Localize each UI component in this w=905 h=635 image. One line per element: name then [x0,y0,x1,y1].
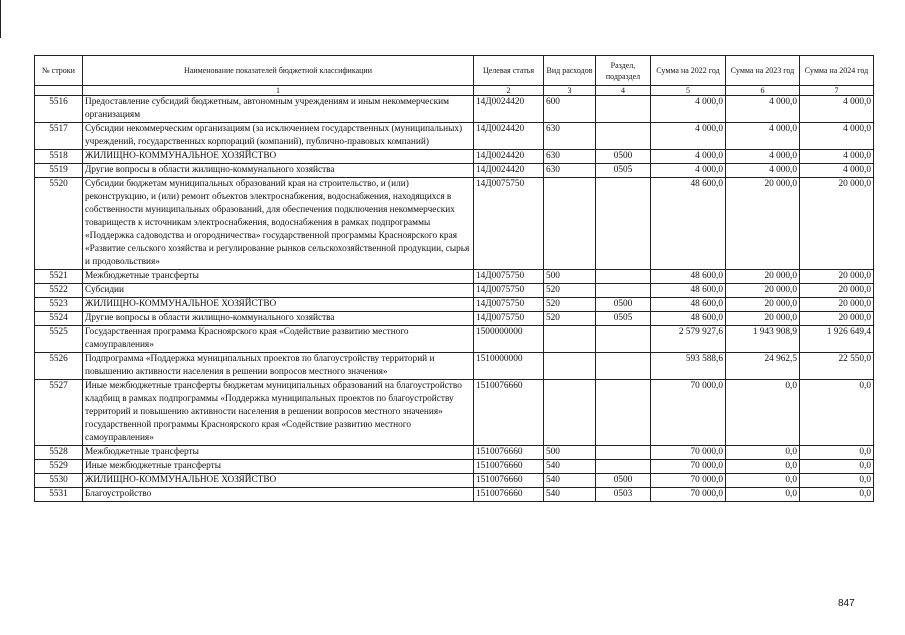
sum-2024-cell: 0,0 [800,446,874,460]
target-article-cell: 1500000000 [474,326,544,353]
sum-2022-cell: 4 000,0 [651,123,726,150]
header-row-number: № строки [35,56,83,86]
expense-type-cell [544,353,596,380]
row-number-cell: 5518 [35,150,83,164]
target-article-cell: 14Д0075750 [474,178,544,270]
target-article-cell: 14Д0024420 [474,123,544,150]
table-row [35,380,874,446]
target-article-cell: 14Д0024420 [474,150,544,164]
sum-2023-cell: 0,0 [726,488,800,502]
row-number-cell: 5516 [35,96,83,123]
sum-2024-cell: 20 000,0 [800,298,874,312]
table-row [35,150,874,164]
indicator-name-cell: Благоустройство [83,488,474,502]
section-code-cell [596,326,651,353]
column-number: 4 [596,86,651,96]
section-code-cell [596,123,651,150]
sum-2024-cell: 0,0 [800,488,874,502]
indicator-name-cell: Межбюджетные трансферты [83,446,474,460]
table-row [35,96,874,123]
sum-2023-cell: 4 000,0 [726,150,800,164]
target-article-cell: 14Д0024420 [474,96,544,123]
indicator-name-cell: Субсидии некоммерческим организациям (за исключением государственных (муниципальных) учреждений, государственных корпораций (компаний), публично-правовых компаний) [83,123,474,150]
section-code-cell: 0500 [596,150,651,164]
sum-2023-cell: 20 000,0 [726,178,800,270]
sum-2022-cell: 48 600,0 [651,298,726,312]
column-number-spacer [35,86,83,96]
section-code-cell [596,270,651,284]
row-number-cell: 5517 [35,123,83,150]
sum-2023-cell: 0,0 [726,460,800,474]
row-number-cell: 5526 [35,353,83,380]
section-code-cell [596,380,651,446]
sum-2022-cell: 48 600,0 [651,312,726,326]
row-number-cell: 5531 [35,488,83,502]
header-sum-2023: Сумма на 2023 год [726,56,800,86]
sum-2022-cell: 48 600,0 [651,178,726,270]
header-expense-type: Вид расходов [544,56,596,86]
row-number-cell: 5520 [35,178,83,270]
sum-2022-cell: 70 000,0 [651,488,726,502]
row-number-cell: 5524 [35,312,83,326]
column-number: 2 [474,86,544,96]
sum-2022-cell: 70 000,0 [651,380,726,446]
sum-2022-cell: 4 000,0 [651,164,726,178]
sum-2022-cell: 48 600,0 [651,284,726,298]
column-number: 3 [544,86,596,96]
indicator-name-cell: Субсидии бюджетам муниципальных образований края на строительство, и (или) реконструкцию, и (или) ремонт объектов электроснабжения, водоснабжения, находящихся в собственности муниципальных образований, для обеспечения подключения некоммерческих товариществ к источникам электроснабжения, водоснабжения в рамках подпрограммы «Поддержка садоводства и огородничества» государственной программы Красноярского края «Развитие сельского хозяйства и регулирование рынков сельскохозяйственной продукции, сырья и продовольствия» [83,178,474,270]
header-indicator-name: Наименование показателей бюджетной классификации [83,56,474,86]
table-header-row [35,56,874,86]
column-number: 6 [726,86,800,96]
section-code-cell [596,178,651,270]
sum-2022-cell: 2 579 927,6 [651,326,726,353]
sum-2023-cell: 20 000,0 [726,284,800,298]
target-article-cell: 1510076660 [474,474,544,488]
sum-2023-cell: 0,0 [726,474,800,488]
section-code-cell: 0503 [596,488,651,502]
expense-type-cell: 540 [544,460,596,474]
row-number-cell: 5523 [35,298,83,312]
expense-type-cell: 630 [544,164,596,178]
target-article-cell: 14Д0075750 [474,284,544,298]
table-row [35,298,874,312]
target-article-cell: 14Д0075750 [474,312,544,326]
section-code-cell: 0500 [596,474,651,488]
budget-table [34,55,874,502]
sum-2024-cell: 0,0 [800,460,874,474]
section-code-cell: 0500 [596,298,651,312]
column-number: 5 [651,86,726,96]
expense-type-cell: 630 [544,123,596,150]
sum-2023-cell: 0,0 [726,380,800,446]
indicator-name-cell: Иные межбюджетные трансферты бюджетам муниципальных образований на благоустройство кладбищ в рамках подпрограммы «Поддержка муниципальных проектов по благоустройству территорий и повышению активности населения в решении вопросов местного значения» государственной программы Красноярского края «Содействие развитию местного самоуправления» [83,380,474,446]
sum-2022-cell: 70 000,0 [651,474,726,488]
expense-type-cell: 520 [544,312,596,326]
sum-2022-cell: 4 000,0 [651,96,726,123]
sum-2022-cell: 4 000,0 [651,150,726,164]
sum-2023-cell: 4 000,0 [726,164,800,178]
indicator-name-cell: Межбюджетные трансферты [83,270,474,284]
sum-2024-cell: 22 550,0 [800,353,874,380]
indicator-name-cell: ЖИЛИЩНО-КОММУНАЛЬНОЕ ХОЗЯЙСТВО [83,298,474,312]
sum-2024-cell: 20 000,0 [800,312,874,326]
sum-2023-cell: 20 000,0 [726,270,800,284]
indicator-name-cell: Другие вопросы в области жилищно-коммунального хозяйства [83,164,474,178]
column-number: 7 [800,86,874,96]
sum-2024-cell: 20 000,0 [800,178,874,270]
header-sum-2024: Сумма на 2024 год [800,56,874,86]
indicator-name-cell: Государственная программа Красноярского края «Содействие развитию местного самоуправления» [83,326,474,353]
indicator-name-cell: Другие вопросы в области жилищно-коммунального хозяйства [83,312,474,326]
header-sum-2022: Сумма на 2022 год [651,56,726,86]
indicator-name-cell: ЖИЛИЩНО-КОММУНАЛЬНОЕ ХОЗЯЙСТВО [83,474,474,488]
expense-type-cell [544,380,596,446]
sum-2022-cell: 593 588,6 [651,353,726,380]
expense-type-cell: 520 [544,298,596,312]
table-row [35,460,874,474]
sum-2024-cell: 20 000,0 [800,284,874,298]
row-number-cell: 5527 [35,380,83,446]
table-row [35,446,874,460]
target-article-cell: 14Д0075750 [474,270,544,284]
table-row [35,178,874,270]
sum-2023-cell: 20 000,0 [726,298,800,312]
sum-2024-cell: 1 926 649,4 [800,326,874,353]
column-number: 1 [83,86,474,96]
sum-2023-cell: 24 962,5 [726,353,800,380]
expense-type-cell: 630 [544,150,596,164]
expense-type-cell [544,178,596,270]
sum-2023-cell: 4 000,0 [726,96,800,123]
sum-2022-cell: 70 000,0 [651,460,726,474]
table-row [35,164,874,178]
sum-2023-cell: 20 000,0 [726,312,800,326]
header-section: Раздел, подраздел [596,56,651,86]
sum-2023-cell: 4 000,0 [726,123,800,150]
section-code-cell: 0505 [596,164,651,178]
expense-type-cell: 540 [544,488,596,502]
row-number-cell: 5521 [35,270,83,284]
section-code-cell [596,460,651,474]
table-row [35,326,874,353]
row-number-cell: 5528 [35,446,83,460]
sum-2023-cell: 0,0 [726,446,800,460]
column-number-row [35,86,874,96]
table-row [35,353,874,380]
page-number: 847 [838,598,855,609]
sum-2024-cell: 4 000,0 [800,123,874,150]
target-article-cell: 1510076660 [474,460,544,474]
row-number-cell: 5519 [35,164,83,178]
sum-2024-cell: 0,0 [800,380,874,446]
section-code-cell [596,353,651,380]
section-code-cell [596,446,651,460]
sum-2024-cell: 4 000,0 [800,164,874,178]
expense-type-cell: 600 [544,96,596,123]
expense-type-cell: 520 [544,284,596,298]
table-row [35,123,874,150]
target-article-cell: 14Д0075750 [474,298,544,312]
row-number-cell: 5529 [35,460,83,474]
target-article-cell: 14Д0024420 [474,164,544,178]
row-number-cell: 5530 [35,474,83,488]
target-article-cell: 1510000000 [474,353,544,380]
indicator-name-cell: Подпрограмма «Поддержка муниципальных проектов по благоустройству территорий и повышению активности населения в решении вопросов местного значения» [83,353,474,380]
sum-2023-cell: 1 943 908,9 [726,326,800,353]
target-article-cell: 1510076660 [474,488,544,502]
sum-2024-cell: 4 000,0 [800,150,874,164]
indicator-name-cell: Иные межбюджетные трансферты [83,460,474,474]
table-row [35,312,874,326]
page-edge-mark [0,0,1,38]
expense-type-cell: 500 [544,270,596,284]
expense-type-cell: 500 [544,446,596,460]
table-row [35,488,874,502]
table-row [35,284,874,298]
section-code-cell [596,284,651,298]
target-article-cell: 1510076660 [474,380,544,446]
section-code-cell: 0505 [596,312,651,326]
sum-2022-cell: 48 600,0 [651,270,726,284]
sum-2022-cell: 70 000,0 [651,446,726,460]
row-number-cell: 5525 [35,326,83,353]
header-target-article: Целевая статья [474,56,544,86]
table-row [35,474,874,488]
indicator-name-cell: ЖИЛИЩНО-КОММУНАЛЬНОЕ ХОЗЯЙСТВО [83,150,474,164]
indicator-name-cell: Субсидии [83,284,474,298]
target-article-cell: 1510076660 [474,446,544,460]
section-code-cell [596,96,651,123]
sum-2024-cell: 20 000,0 [800,270,874,284]
sum-2024-cell: 0,0 [800,474,874,488]
table-row [35,270,874,284]
expense-type-cell [544,326,596,353]
indicator-name-cell: Предоставление субсидий бюджетным, автономным учреждениям и иным некоммерческим организациям [83,96,474,123]
row-number-cell: 5522 [35,284,83,298]
sum-2024-cell: 4 000,0 [800,96,874,123]
expense-type-cell: 540 [544,474,596,488]
